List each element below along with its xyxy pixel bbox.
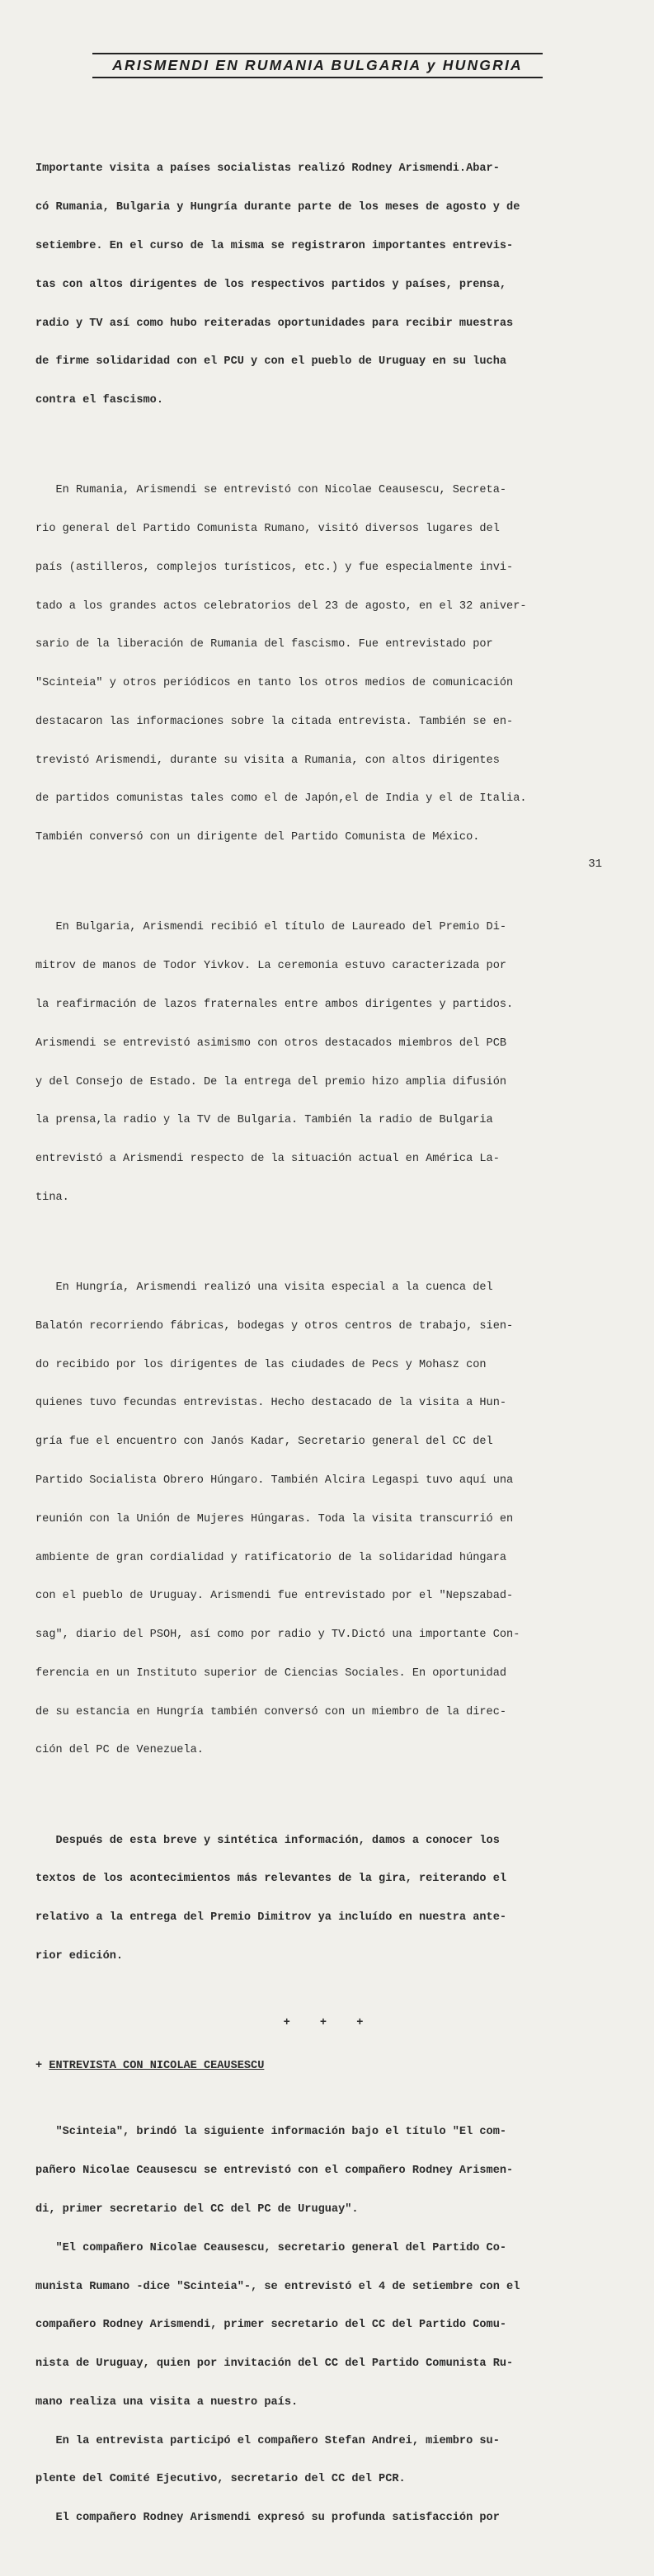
text-line: con el pueblo de Uruguay. Arismendi fue entrevistado por el "Nepszabad- [35, 1590, 514, 1603]
text-line: rior edición. [35, 1949, 124, 1963]
paragraph-entrevista [35, 2100, 623, 2550]
text-line: mano realiza una visita a nuestro país. [35, 2395, 299, 2409]
text-line: ción del PC de Venezuela. [35, 1744, 204, 1757]
text-line: En Bulgaria, Arismendi recibió el título de Laureado del Premio Di- [35, 921, 507, 934]
text-line: quienes tuvo fecundas entrevistas. Hecho destacado de la visita a Hun- [35, 1397, 507, 1410]
text-line: contra el fascismo. [35, 394, 163, 407]
paragraph-bulgaria [35, 895, 623, 1229]
text-line: En Rumania, Arismendi se entrevistó con Nicolae Ceausescu, Secreta- [35, 484, 507, 497]
section-separator: + + + [283, 2016, 375, 2029]
text-line: la prensa,la radio y la TV de Bulgaria. También la radio de Bulgaria [35, 1114, 493, 1127]
text-line: textos de los acontecimientos más relevantes de la gira, reiterando el [35, 1873, 507, 1886]
text-line: y del Consejo de Estado. De la entrega del premio hizo amplia difusión [35, 1075, 507, 1088]
page-header-title: ARISMENDI EN RUMANIA BULGARIA y HUNGRIA [112, 57, 523, 73]
text-line: tas con altos dirigentes de los respectivos partidos y países, prensa, [35, 278, 507, 291]
text-line: El compañero Rodney Arismendi expresó su profunda satisfacción por [35, 2512, 500, 2525]
text-line: Importante visita a países socialistas realizó Rodney Arismendi.Abar- [35, 162, 500, 176]
text-line: munista Rumano -dice "Scinteia"-, se entrevistó el 4 de setiembre con el [35, 2280, 520, 2293]
text-line: país (astilleros, complejos turísticos, etc.) y fue especialmente invi- [35, 561, 514, 574]
text-line: Después de esta breve y sintética información, damos a conocer los [35, 1834, 500, 1847]
paragraph-summary [35, 1808, 623, 1988]
section-heading [35, 2058, 623, 2075]
text-line: Balatón recorriendo fábricas, bodegas y otros centros de trabajo, sien- [35, 1319, 514, 1333]
text-line: plente del Comité Ejecutivo, secretario del CC del PCR. [35, 2473, 406, 2486]
text-line: Arismendi se entrevistó asimismo con otros destacados miembros del PCB [35, 1037, 507, 1050]
text-line: En Hungría, Arismendi realizó una visita especial a la cuenca del [35, 1281, 493, 1295]
page-number: 31 [588, 858, 602, 871]
text-line: tado a los grandes actos celebratorios del 23 de agosto, en el 32 aniver- [35, 599, 527, 613]
text-line: "El compañero Nicolae Ceausescu, secretario general del Partido Co- [35, 2241, 507, 2254]
article-body [35, 111, 623, 2576]
text-line: En la entrevista participó el compañero Stefan Andrei, miembro su- [35, 2434, 500, 2447]
text-line: sario de la liberación de Rumania del fascismo. Fue entrevistado por [35, 638, 493, 651]
text-line: rio general del Partido Comunista Rumano, visitó diversos lugares del [35, 523, 500, 535]
text-line: "Scinteia", brindó la siguiente información bajo el título "El com- [35, 2126, 507, 2139]
text-line: có Rumania, Bulgaria y Hungría durante parte de los meses de agosto y de [35, 201, 520, 214]
text-line: de firme solidaridad con el PCU y con el pueblo de Uruguay en su lucha [35, 355, 507, 369]
text-line: radio y TV así como hubo reiteradas oportunidades para recibir muestras [35, 317, 514, 330]
text-line: mitrov de manos de Todor Yivkov. La ceremonia estuvo caracterizada por [35, 960, 507, 973]
text-line: de su estancia en Hungría también conversó con un miembro de la direc- [35, 1705, 507, 1718]
section-heading-prefix: + [35, 2060, 49, 2073]
text-line: ambiente de gran cordialidad y ratificatorio de la solidaridad húngara [35, 1551, 507, 1564]
text-line: reunión con la Unión de Mujeres Húngaras. Toda la visita transcurrió en [35, 1512, 514, 1525]
text-line: gría fue el encuentro con Janós Kadar, Secretario general del CC del [35, 1436, 493, 1449]
text-line: nista de Uruguay, quien por invitación del CC del Partido Comunista Ru- [35, 2357, 514, 2371]
text-line: trevistó Arismendi, durante su visita a Rumania, con altos dirigentes [35, 754, 500, 767]
header-bottom-rule [92, 77, 543, 78]
text-line: de partidos comunistas tales como el de Japón,el de India y el de Italia. [35, 792, 527, 806]
text-line: tina. [35, 1191, 69, 1204]
text-line: También conversó con un dirigente del Partido Comunista de México. [35, 831, 480, 844]
text-line: sag", diario del PSOH, así como por radio y TV.Dictó una importante Con- [35, 1629, 520, 1642]
paragraph-hungria [35, 1256, 623, 1783]
paragraph-rumania [35, 458, 623, 870]
text-line: Partido Socialista Obrero Húngaro. También Alcira Legaspi tuvo aquí una [35, 1474, 514, 1487]
section-heading-text: ENTREVISTA CON NICOLAE CEAUSESCU [49, 2060, 265, 2073]
paragraph-intro [35, 137, 623, 433]
text-line: do recibido por los dirigentes de las ciudades de Pecs y Mohasz con [35, 1358, 487, 1371]
text-line: compañero Rodney Arismendi, primer secretario del CC del Partido Comu- [35, 2319, 507, 2332]
text-line: la reafirmación de lazos fraternales entre ambos dirigentes y partidos. [35, 998, 514, 1011]
text-line: setiembre. En el curso de la misma se registraron importantes entrevis- [35, 239, 514, 252]
text-line: "Scinteia" y otros periódicos en tanto los otros medios de comunicación [35, 677, 514, 690]
text-line: relativo a la entrega del Premio Dimitrov ya incluído en nuestra ante- [35, 1911, 507, 1925]
text-line: entrevistó a Arismendi respecto de la situación actual en América La- [35, 1153, 500, 1166]
text-line: destacaron las informaciones sobre la citada entrevista. También se en- [35, 715, 514, 728]
text-line: pañero Nicolae Ceausescu se entrevistó con el compañero Rodney Arismen- [35, 2165, 514, 2178]
text-line: ferencia en un Instituto superior de Ciencias Sociales. En oportunidad [35, 1666, 507, 1680]
text-line: di, primer secretario del CC del PC de Uruguay". [35, 2203, 359, 2216]
